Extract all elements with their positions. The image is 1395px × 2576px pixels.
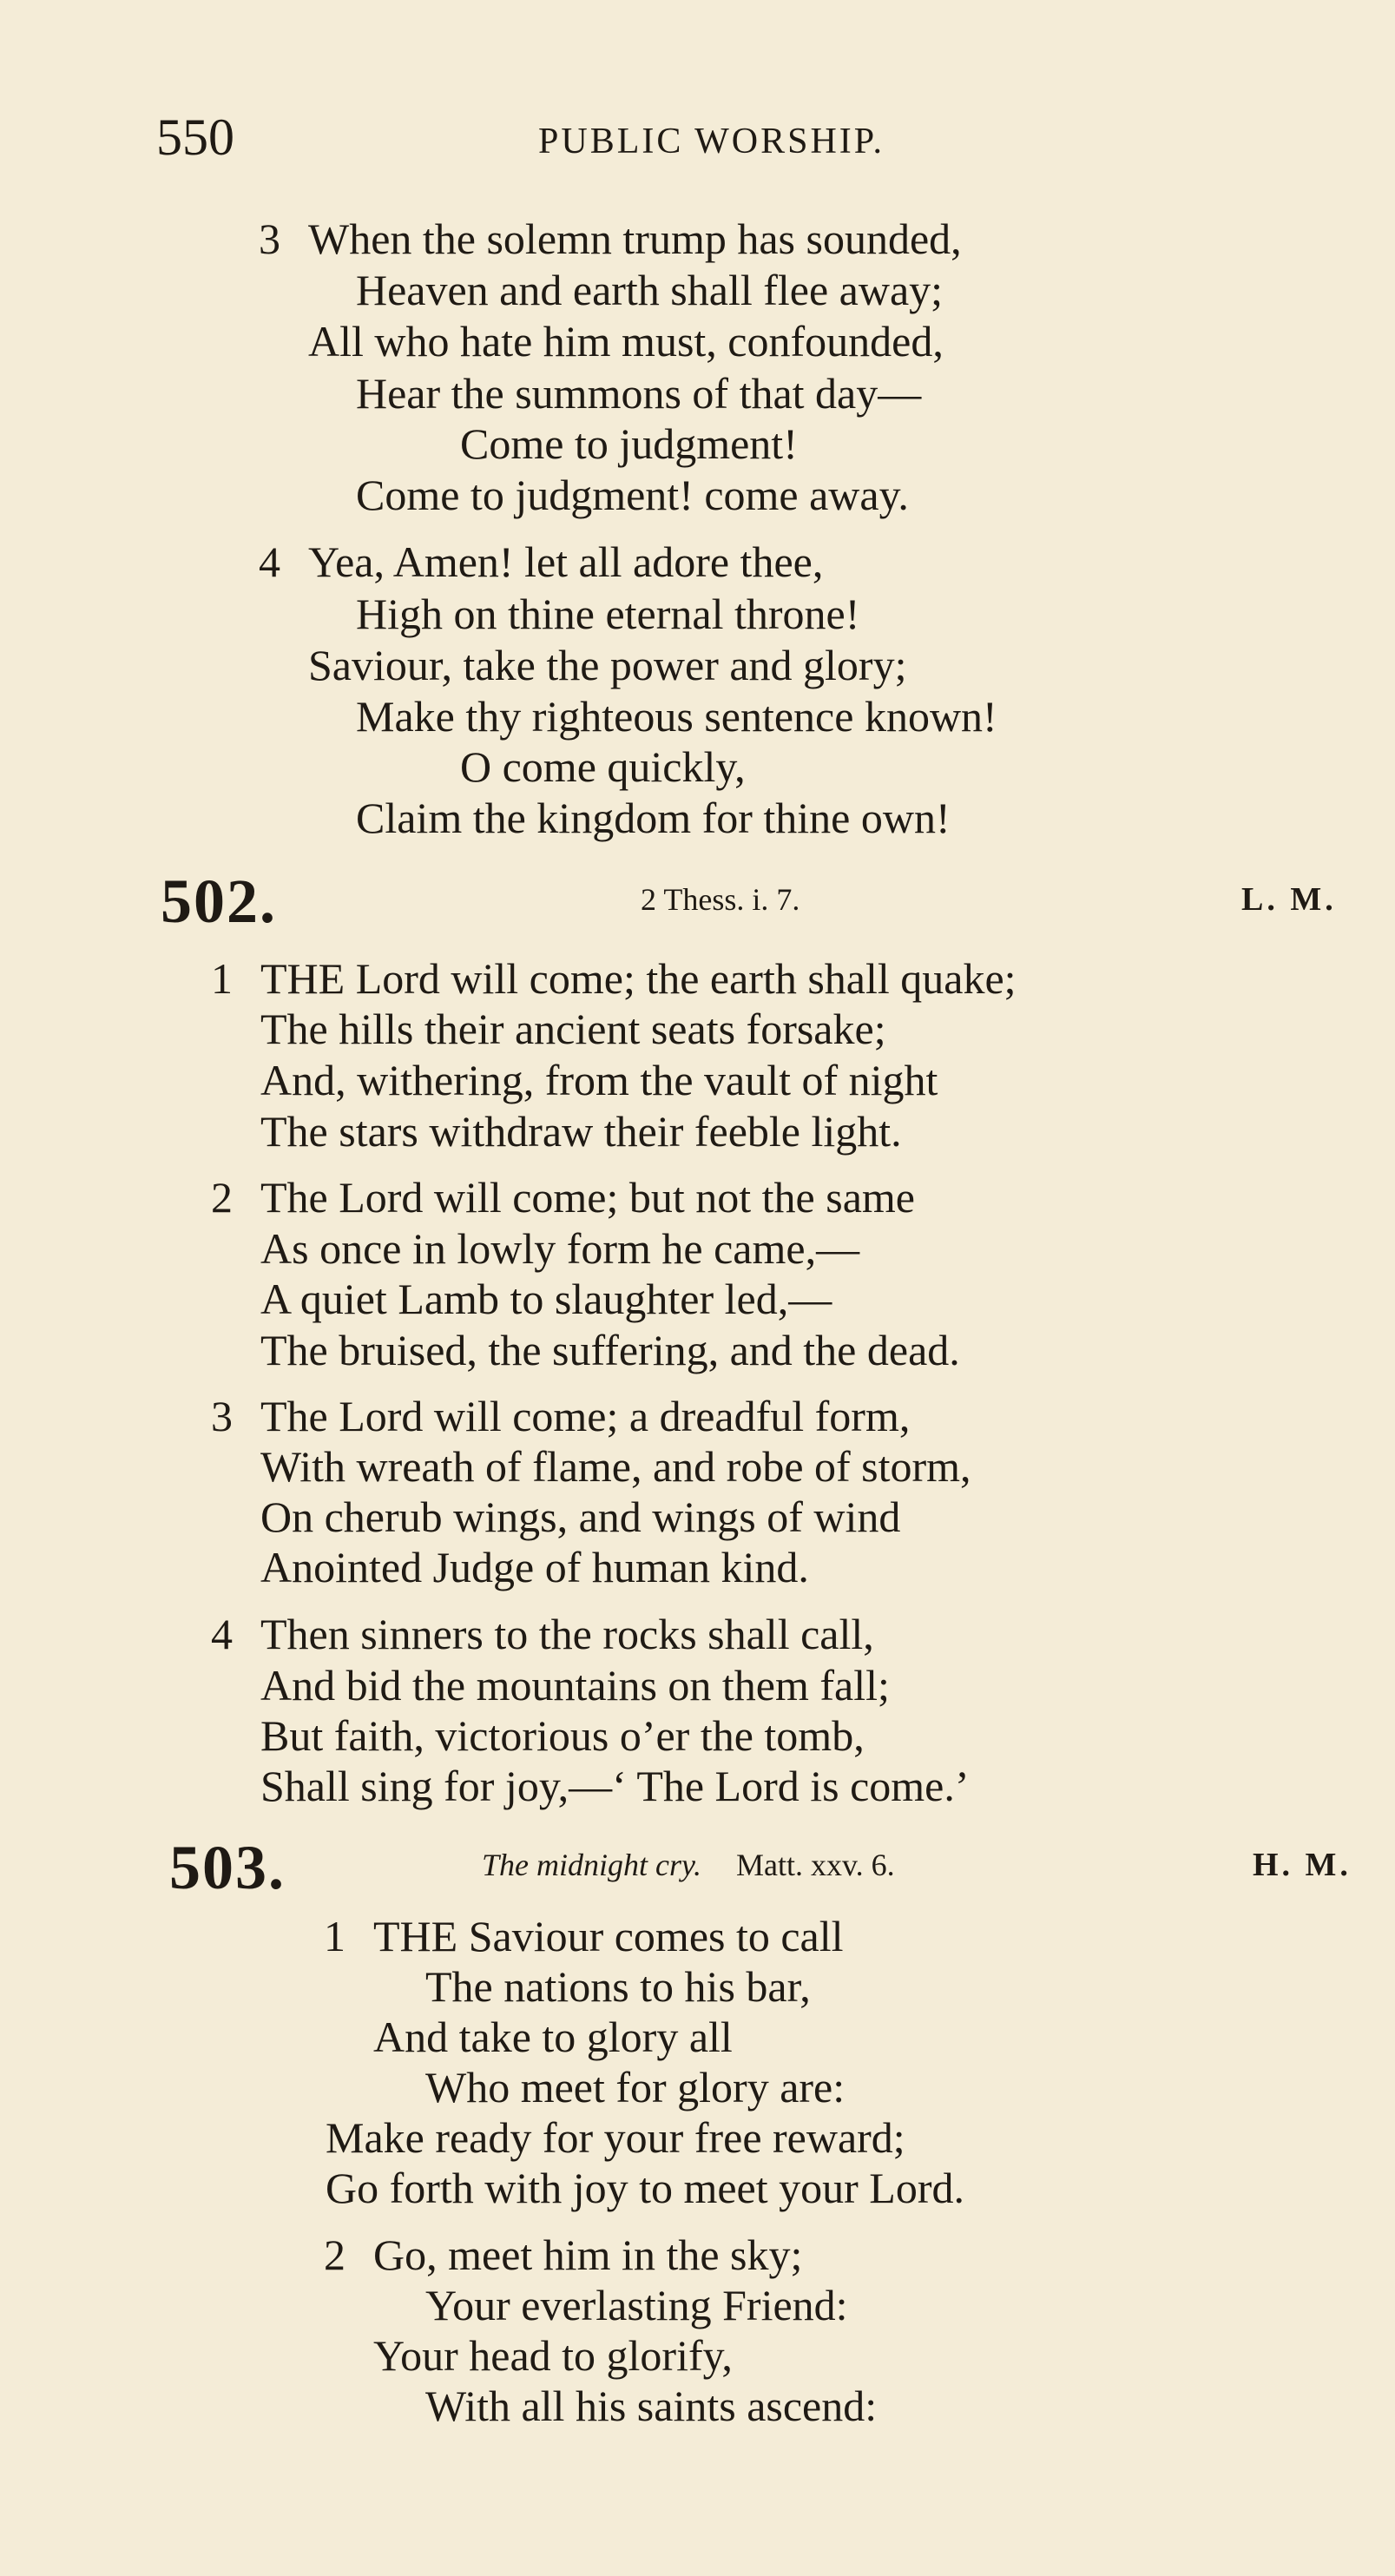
verse-line: With wreath of flame, and robe of storm, xyxy=(260,1442,971,1491)
hymn-subtitle: The midnight cry. xyxy=(482,1848,701,1882)
verse-line: Come to judgment! xyxy=(460,419,798,468)
hymn-number: 502. xyxy=(161,866,277,936)
verse-line: The bruised, the suffering, and the dead. xyxy=(260,1326,960,1374)
verse-line: A quiet Lamb to slaughter led,— xyxy=(260,1275,832,1323)
verse-line: Heaven and earth shall flee away; xyxy=(356,266,944,314)
verse-line: And take to glory all xyxy=(373,2013,733,2061)
verse-line: All who hate him must, confounded, xyxy=(308,317,944,366)
verse-line: Hear the summons of that day— xyxy=(356,369,922,418)
page-number: 550 xyxy=(156,109,234,166)
stanza-number: 1 xyxy=(324,1912,345,1960)
stanza-number: 2 xyxy=(324,2230,345,2279)
verse-line: Make ready for your free reward; xyxy=(326,2113,905,2162)
stanza-number: 1 xyxy=(211,954,233,1003)
verse-line: Saviour, take the power and glory; xyxy=(308,641,907,689)
meter: H. M. xyxy=(1253,1847,1352,1883)
stanza-number: 3 xyxy=(211,1392,233,1440)
verse-line: THE Saviour comes to call xyxy=(373,1912,844,1960)
hymn-number: 503. xyxy=(169,1833,286,1902)
verse-line: And bid the mountains on them fall; xyxy=(260,1661,890,1710)
stanza-number: 4 xyxy=(259,537,280,586)
verse-line: THE Lord will come; the earth shall quake; xyxy=(260,954,1017,1003)
verse-line: Go forth with joy to meet your Lord. xyxy=(326,2164,964,2212)
verse-line: Your head to glorify, xyxy=(373,2331,733,2380)
verse-line: Anointed Judge of human kind. xyxy=(260,1543,809,1591)
scripture-reference: Matt. xxv. 6. xyxy=(735,1848,895,1882)
verse-line: Make thy righteous sentence known! xyxy=(356,692,997,741)
verse-line: When the solemn trump has sounded, xyxy=(308,214,962,263)
stanza-number: 4 xyxy=(211,1610,233,1658)
hymn-503-reference xyxy=(482,1849,895,1881)
scripture-reference: 2 Thess. i. 7. xyxy=(641,882,800,917)
verse-line: Your everlasting Friend: xyxy=(425,2281,848,2329)
stanza-number: 2 xyxy=(211,1173,233,1222)
verse-line: Claim the kingdom for thine own! xyxy=(356,794,951,842)
verse-line: And, withering, from the vault of night xyxy=(260,1056,938,1104)
running-head: PUBLIC WORSHIP. xyxy=(538,122,885,161)
verse-line: Yea, Amen! let all adore thee, xyxy=(308,537,824,586)
verse-line: Then sinners to the rocks shall call, xyxy=(260,1610,874,1658)
verse-line: The stars withdraw their feeble light. xyxy=(260,1107,902,1156)
verse-line: Come to judgment! come away. xyxy=(356,471,909,519)
stanza-number: 3 xyxy=(259,214,280,263)
verse-line: Go, meet him in the sky; xyxy=(373,2230,803,2279)
verse-line: Shall sing for joy,—‘ The Lord is come.’ xyxy=(260,1762,970,1810)
verse-line: On cherub wings, and wings of wind xyxy=(260,1492,901,1541)
verse-line: The Lord will come; a dreadful form, xyxy=(260,1392,911,1440)
verse-line: The nations to his bar, xyxy=(425,1962,811,2011)
verse-line: As once in lowly form he came,— xyxy=(260,1224,860,1273)
verse-line: With all his saints ascend: xyxy=(425,2382,878,2430)
verse-line: The hills their ancient seats forsake; xyxy=(260,1005,886,1053)
verse-line: The Lord will come; but not the same xyxy=(260,1173,915,1222)
verse-line: O come quickly, xyxy=(460,742,746,791)
verse-line: High on thine eternal throne! xyxy=(356,590,860,638)
verse-line: But faith, victorious o’er the tomb, xyxy=(260,1711,865,1760)
verse-line: Who meet for glory are: xyxy=(425,2063,846,2112)
meter: L. M. xyxy=(1241,881,1337,918)
